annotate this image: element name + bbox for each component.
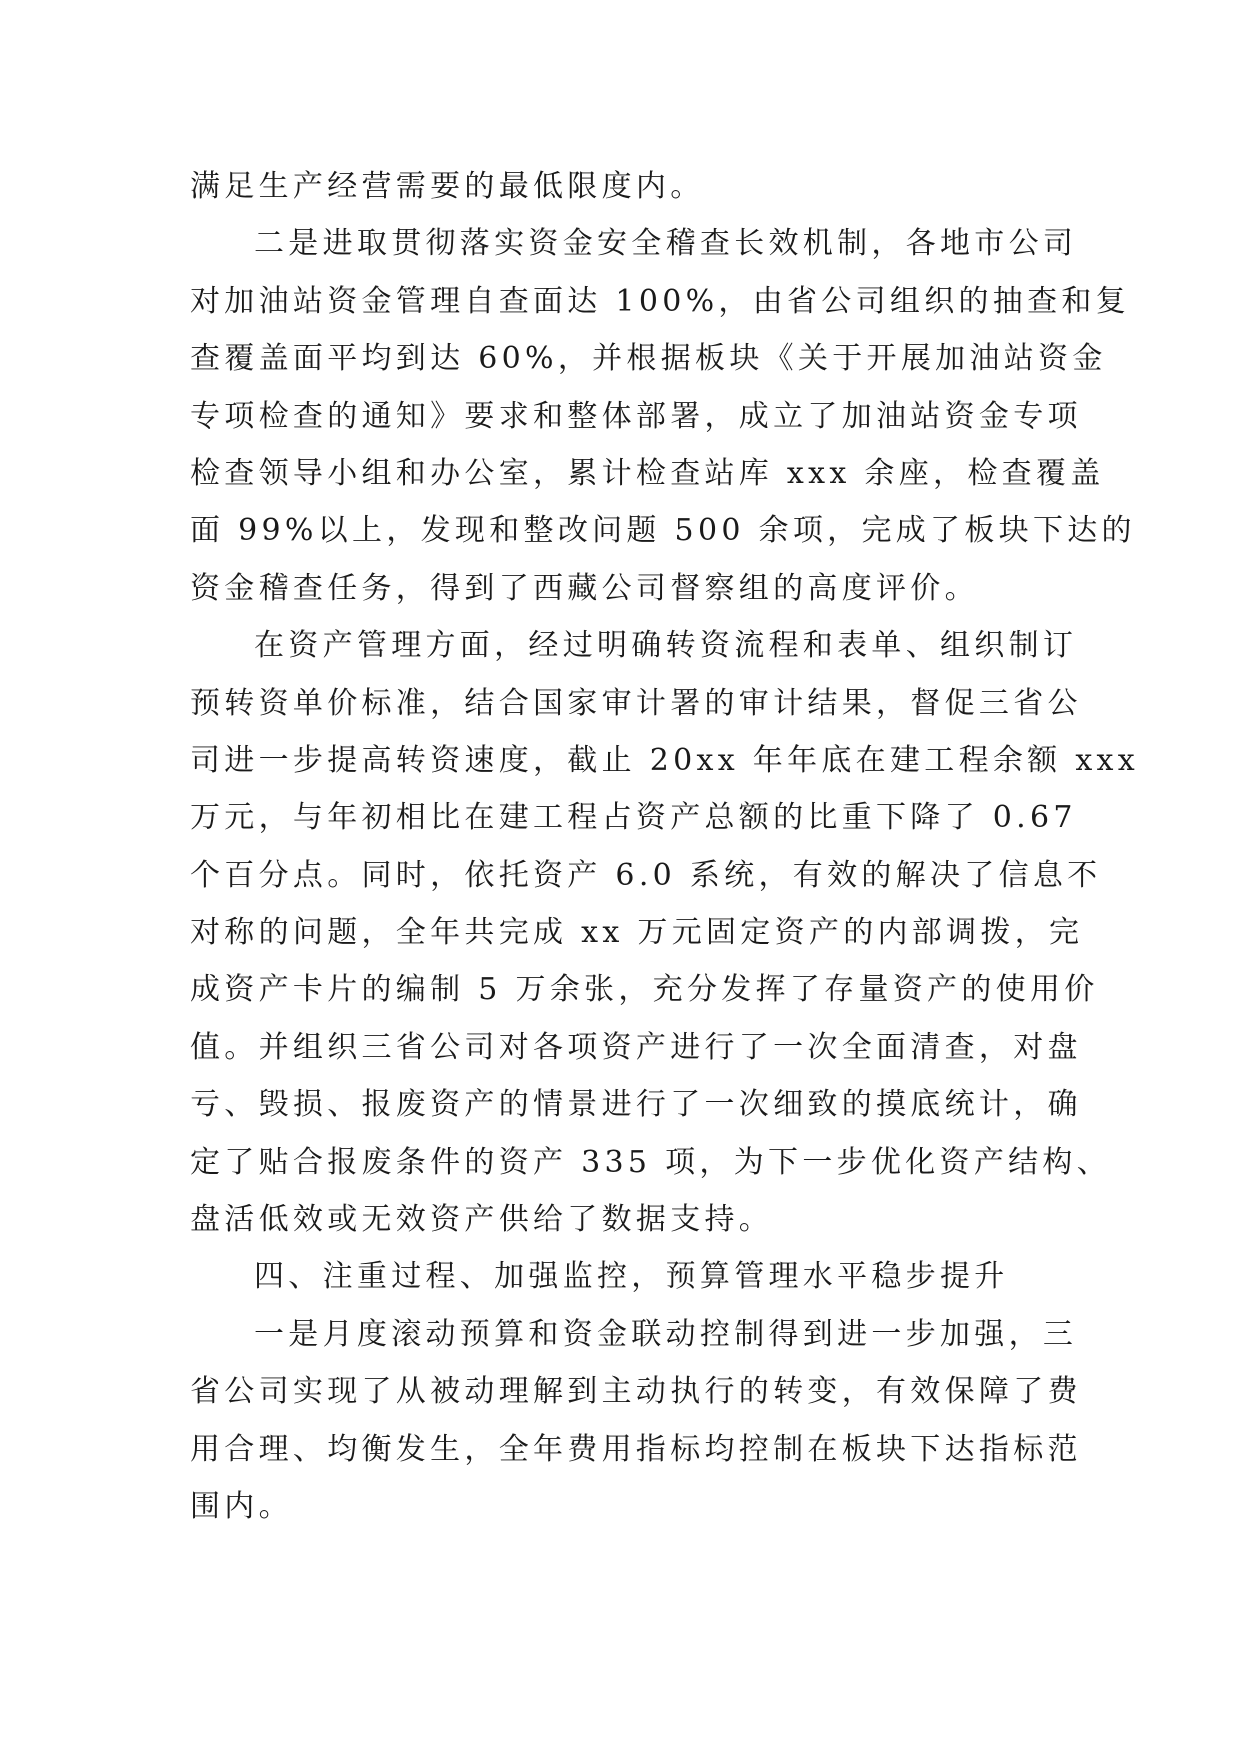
text-line: 围内。 — [190, 1488, 293, 1524]
text-line: 资金稽查任务，得到了西藏公司督察组的高度评价。 — [190, 570, 979, 606]
text-line: 查覆盖面平均到达 60%，并根据板块《关于开展加油站资金 — [190, 341, 1107, 377]
text-line: 值。并组织三省公司对各项资产进行了一次全面清查，对盘 — [190, 1029, 1082, 1065]
text-line: 个百分点。同时，依托资产 6.0 系统，有效的解决了信息不 — [190, 857, 1102, 893]
text-line: 二是进取贯彻落实资金安全稽查长效机制，各地市公司 — [254, 226, 1078, 262]
text-line: 盘活低效或无效资产供给了数据支持。 — [190, 1202, 774, 1238]
text-line: 司进一步提高转资速度，截止 20xx 年年底在建工程余额 xxx — [190, 742, 1139, 778]
text-line: 省公司实现了从被动理解到主动执行的转变，有效保障了费 — [190, 1374, 1082, 1410]
text-line: 对称的问题，全年共完成 xx 万元固定资产的内部调拨，完 — [190, 915, 1084, 951]
document-body — [190, 158, 1139, 1535]
text-line: 面 99%以上，发现和整改问题 500 余项，完成了板块下达的 — [190, 513, 1136, 549]
text-line: 满足生产经营需要的最低限度内。 — [190, 169, 705, 204]
text-line: 专项检查的通知》要求和整体部署，成立了加油站资金专项 — [190, 398, 1082, 434]
text-line: 万元，与年初相比在建工程占资产总额的比重下降了 0.67 — [190, 800, 1077, 836]
text-line: 预转资单价标准，结合国家审计署的审计结果，督促三省公 — [190, 685, 1082, 721]
text-line: 四、注重过程、加强监控，预算管理水平稳步提升 — [254, 1259, 1009, 1295]
text-line: 对加油站资金管理自查面达 100%，由省公司组织的抽查和复 — [190, 283, 1131, 319]
text-line: 定了贴合报废条件的资产 335 项，为下一步优化资产结构、 — [190, 1144, 1112, 1180]
text-line: 用合理、均衡发生，全年费用指标均控制在板块下达指标范 — [190, 1431, 1082, 1467]
text-line: 成资产卡片的编制 5 万余张，充分发挥了存量资产的使用价 — [190, 972, 1099, 1008]
text-line: 亏、毁损、报废资产的情景进行了一次细致的摸底统计，确 — [190, 1087, 1082, 1123]
text-line: 检查领导小组和办公室，累计检查站库 xxx 余座，检查覆盖 — [190, 455, 1105, 491]
text-line: 在资产管理方面，经过明确转资流程和表单、组织制订 — [254, 628, 1078, 664]
text-line: 一是月度滚动预算和资金联动控制得到进一步加强，三 — [254, 1316, 1078, 1352]
